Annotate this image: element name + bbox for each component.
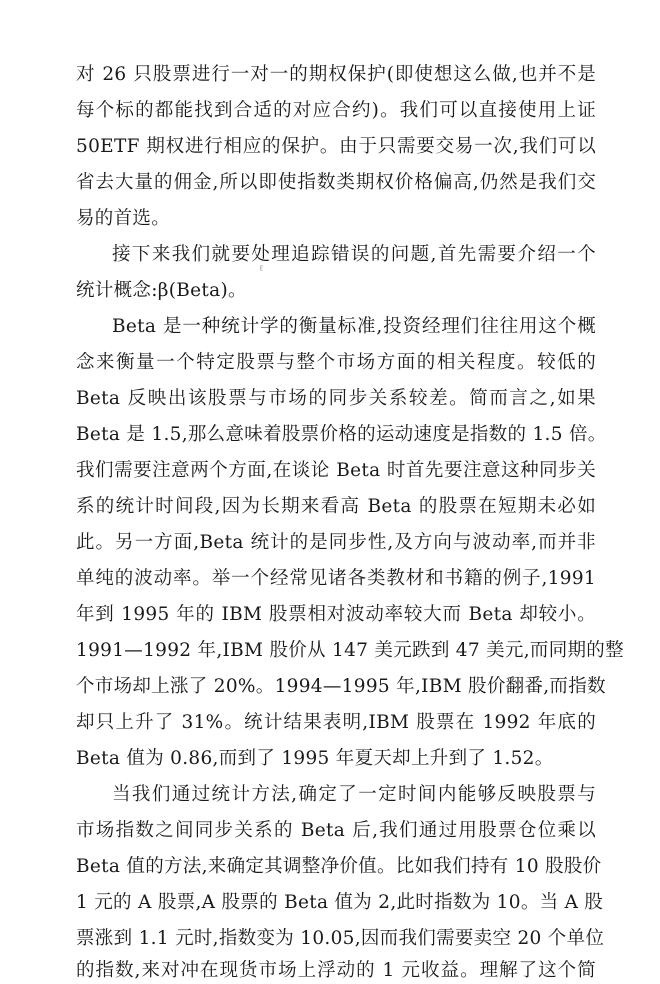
text-line: 个市场却上涨了 20%。1994—1995 年,IBM 股价翻番,而指数 [76,676,606,697]
text-line: 却只上升了 31%。统计结果表明,IBM 股票在 1992 年底的 [76,712,596,733]
text-line: 我们需要注意两个方面,在谈论 Beta 时首先要注意这种同步关 [76,460,596,481]
text-line: 对 26 只股票进行一对一的期权保护(即使想这么做,也并不是 [76,64,596,85]
paragraph-first-line: 当我们通过统计方法,确定了一定时间内能够反映股票与 [112,784,596,805]
text-line: Beta 是 1.5,那么意味着股票价格的运动速度是指数的 1.5 倍。 [76,424,607,445]
text-line: Beta 值的方法,来确定其调整净价值。比如我们持有 10 股股价 [76,856,602,877]
paragraph-first-line: 接下来我们就要处理追踪错误的问题,首先需要介绍一个 [112,244,596,265]
text-line: Beta 值为 0.86,而到了 1995 年夏天却上升到了 1.52。 [76,748,554,769]
stray-mark: ℓ [259,264,264,274]
text-line: 念来衡量一个特定股票与整个市场方面的相关程度。较低的 [76,352,596,373]
text-line: 年到 1995 年的 IBM 股票相对波动率较大而 Beta 却较小。 [76,604,596,625]
text-line: 省去大量的佣金,所以即使指数类期权价格偏高,仍然是我们交 [76,172,596,193]
text-line: 系的统计时间段,因为长期来看高 Beta 的股票在短期未必如 [76,496,596,517]
text-line: 单纯的波动率。举一个经常见诸各类教材和书籍的例子,1991 [76,568,596,589]
text-line: 50ETF 期权进行相应的保护。由于只需要交易一次,我们可以 [76,136,596,157]
text-line: 1991—1992 年,IBM 股价从 147 美元跌到 47 美元,而同期的整 [76,640,624,661]
paragraph-first-line: Beta 是一种统计学的衡量标准,投资经理们往往用这个概 [112,316,596,337]
text-line: Beta 反映出该股票与市场的同步关系较差。简而言之,如果 [76,388,596,409]
text-line: 的指数,来对冲在现货市场上浮动的 1 元收益。理解了这个简 [76,960,596,981]
text-line: 市场指数之间同步关系的 Beta 后,我们通过用股票仓位乘以 [76,820,596,841]
text-line: 此。另一方面,Beta 统计的是同步性,及方向与波动率,而并非 [76,532,596,553]
text-line: 票涨到 1.1 元时,指数变为 10.05,因而我们需要卖空 20 个单位 [76,928,605,949]
text-line: 1 元的 A 股票,A 股票的 Beta 值为 2,此时指数为 10。当 A 股 [76,892,604,913]
text-line: 每个标的都能找到合适的对应合约)。我们可以直接使用上证 [76,100,596,121]
text-line: 统计概念:β(Beta)。 [76,280,247,301]
text-line: 易的首选。 [76,208,171,229]
